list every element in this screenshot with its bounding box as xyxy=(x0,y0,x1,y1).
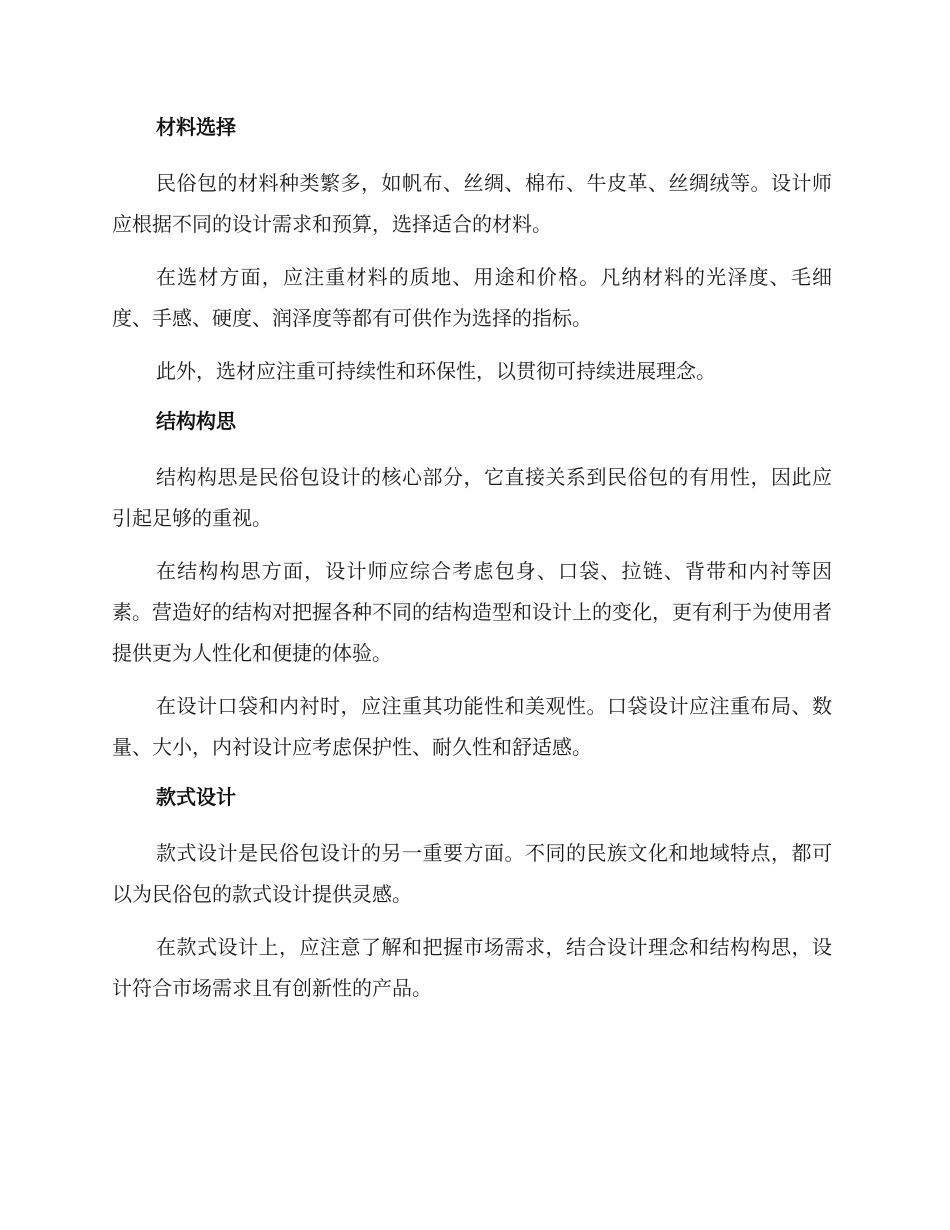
paragraph: 在选材方面，应注重材料的质地、用途和价格。凡纳材料的光泽度、毛细度、手感、硬度、润泽度等都有可供作为选择的指标。 xyxy=(112,265,832,330)
paragraph: 款式设计是民俗包设计的另一重要方面。不同的民族文化和地域特点，都可以为民俗包的款式设计提供灵感。 xyxy=(112,841,832,906)
document-body xyxy=(112,110,832,1021)
paragraph: 民俗包的材料种类繁多，如帆布、丝绸、棉布、牛皮革、丝绸绒等。设计师应根据不同的设计需求和预算，选择适合的材料。 xyxy=(112,171,832,236)
section-heading-materials: 材料选择 xyxy=(156,115,236,139)
section-heading-style: 款式设计 xyxy=(156,785,236,809)
section-heading-structure: 结构构思 xyxy=(156,409,236,433)
paragraph: 在款式设计上，应注意了解和把握市场需求，结合设计理念和结构构思，设计符合市场需求且有创新性的产品。 xyxy=(112,935,832,1000)
paragraph: 此外，选材应注重可持续性和环保性，以贯彻可持续进展理念。 xyxy=(156,359,716,383)
paragraph: 结构构思是民俗包设计的核心部分，它直接关系到民俗包的有用性，因此应引起足够的重视。 xyxy=(112,465,832,530)
paragraph: 在结构构思方面，设计师应综合考虑包身、口袋、拉链、背带和内衬等因素。营造好的结构对把握各种不同的结构造型和设计上的变化，更有利于为使用者提供更为人性化和便捷的体验。 xyxy=(112,559,832,665)
paragraph: 在设计口袋和内衬时，应注重其功能性和美观性。口袋设计应注重布局、数量、大小，内衬设计应考虑保护性、耐久性和舒适感。 xyxy=(112,694,832,759)
